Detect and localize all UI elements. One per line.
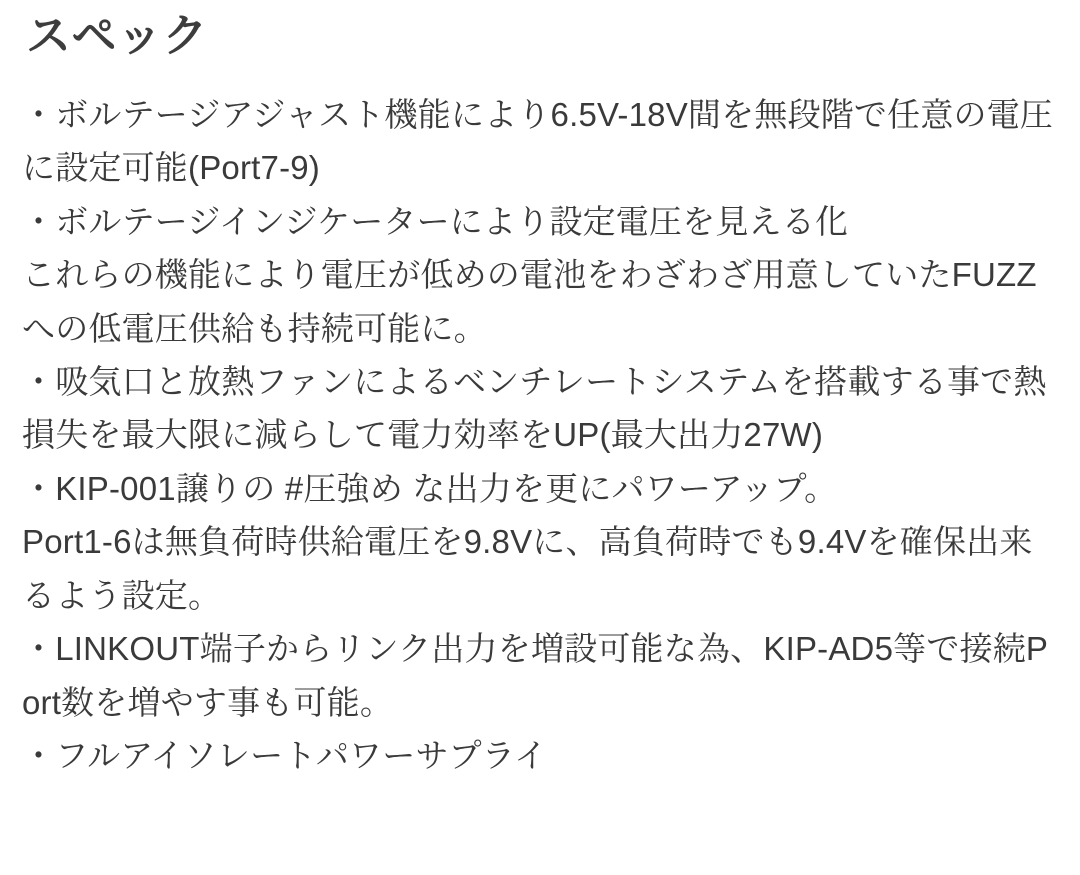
spec-paragraph: Port1-6は無負荷時供給電圧を9.8Vに、高負荷時でも9.4Vを確保出来るよう設定。	[22, 523, 1033, 614]
spec-paragraph: ・ボルテージアジャスト機能により6.5V-18V間を無段階で任意の電圧に設定可能(Port7-9)	[22, 95, 1054, 187]
spec-paragraph: ・フルアイソレートパワーサプライ	[22, 737, 548, 775]
spec-paragraph: ・吸気口と放熱ファンによるベンチレートシステムを搭載する事で熱損失を最大限に減らして電力効率をUP(最大出力27W)	[22, 363, 1047, 454]
spec-paragraph: ・KIP-001譲りの #圧強め な出力を更にパワーアップ。	[22, 469, 838, 507]
page-title: スペック	[26, 10, 209, 61]
spec-paragraph: ・ボルテージインジケーターにより設定電圧を見える化	[22, 202, 849, 240]
spec-list	[22, 88, 1062, 783]
spec-paragraph: ・LINKOUT端子からリンク出力を増設可能な為、KIP-AD5等で接続Port数を増やす事も可能。	[22, 630, 1049, 721]
spec-paragraph: これらの機能により電圧が低めの電池をわざわざ用意していたFUZZへの低電圧供給も持続可能に。	[22, 256, 1037, 347]
